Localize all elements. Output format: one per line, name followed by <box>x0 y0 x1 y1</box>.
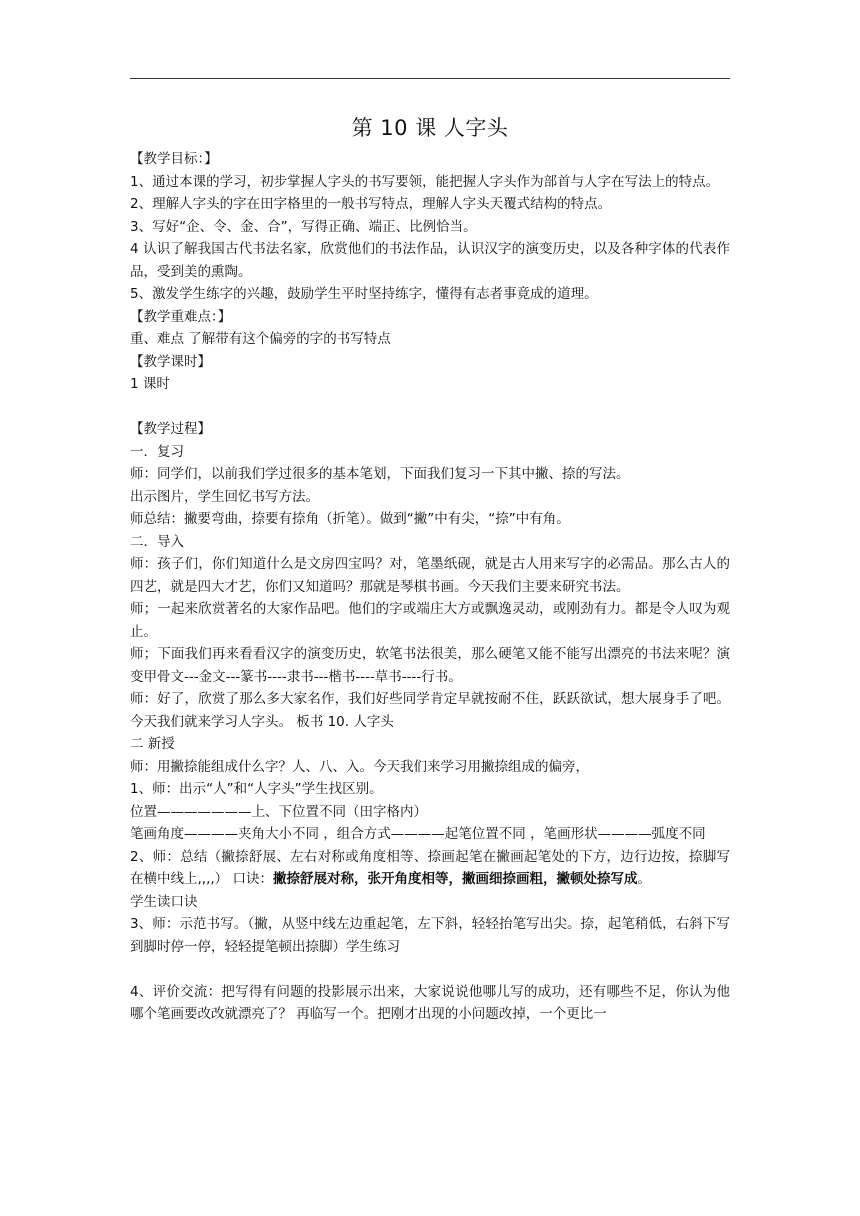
goal-item: 1、通过本课的学习，初步掌握人字头的书写要领，能把握人字头作为部首与人字在写法上的特点。 <box>130 173 720 190</box>
paragraph: 师：用撇捺能组成什么字？人、八、入。今天我们来学习用撇捺组成的偏旁， <box>130 758 589 775</box>
paragraph: 师：孩子们，你们知道什么是文房四宝吗？对，笔墨纸砚，就是古人用来写字的必需品。那么古人的四艺，就是四大才艺，你们又知道吗？那就是琴棋书画。今天我们主要来研究书法。 <box>130 556 730 595</box>
paragraph: 师；下面我们再来看看汉字的演变历史，软笔书法很美，那么硬笔又能不能写出漂亮的书法来呢？演变甲骨文---金文---篆书----隶书---楷书----草书----行书。 <box>130 646 730 685</box>
paragraph: 师：好了，欣赏了那么多大家名作，我们好些同学肯定早就按耐不住，跃跃欲试，想大展身手了吧。今天我们就来学习人字头。 板书 10. 人字头 <box>130 691 730 730</box>
summary-paragraph <box>130 846 730 891</box>
paragraph: 4、评价交流：把写得有问题的投影展示出来，大家说说他哪儿写的成功，还有哪些不足，你认为他哪个笔画要改改就漂亮了？ 再临写一个。把刚才出现的小问题改掉，一个更比一 <box>130 983 730 1022</box>
blank-line <box>130 396 730 419</box>
header-rule <box>130 78 730 79</box>
periods-text: 1 课时 <box>130 376 170 392</box>
section-heading-key-points: 【教学重难点：】 <box>130 308 232 325</box>
step-heading-new-lesson: 二 新授 <box>130 736 175 752</box>
goal-item: 4 认识了解我国古代书法名家，欣赏他们的书法作品，认识汉字的演变历史，以及各种字体的代表作品，受到美的熏陶。 <box>130 241 730 280</box>
paragraph: 位置———————上、下位置不同（田字格内） <box>130 803 427 820</box>
paragraph: 学生读口诀 <box>130 893 198 910</box>
lesson-title: 第 10 课 人字头 <box>351 116 509 140</box>
paragraph: 出示图片，学生回忆书写方法。 <box>130 488 319 505</box>
section-heading-process: 【教学过程】 <box>130 421 211 437</box>
summary-end: 。 <box>637 871 651 887</box>
summary-text: 2、师：总结（撇捺舒展、左右对称或角度相等、捺画起笔在撇画起笔处的下方，边行边按，捺脚写在横中线上,,,,） 口诀： <box>130 848 730 887</box>
paragraph: 师总结：撇要弯曲，捺要有捺角（折笔）。做到“撇”中有尖，“捺”中有角。 <box>130 511 570 527</box>
section-heading-goals: 【教学目标：】 <box>130 151 218 167</box>
paragraph: 笔画角度————夹角大小不同 ，组合方式————起笔位置不同 ，笔画形状————弧度不同 <box>130 826 706 842</box>
mnemonic-text: 撇捺舒展对称，张开角度相等，撇画细捺画粗，撇顿处捺写成 <box>272 871 638 887</box>
paragraph: 师：同学们，以前我们学过很多的基本笔划，下面我们复习一下其中撇、捺的写法。 <box>130 466 630 482</box>
section-heading-periods: 【教学课时】 <box>130 353 211 370</box>
step-heading-intro: 二．导入 <box>130 533 184 550</box>
goal-item: 3、写好“企、令、金、合”，写得正确、端正、比例恰当。 <box>130 218 477 235</box>
paragraph: 3、师：示范书写。（撇，从竖中线左边重起笔，左下斜，轻轻抬笔写出尖。捺，起笔稍低，右斜下写到脚时停一停，轻轻提笔顿出捺脚）学生练习 <box>130 916 730 955</box>
blank-line <box>130 958 730 981</box>
goal-item: 5、激发学生练字的兴趣，鼓励学生平时坚持练字，懂得有志者事竟成的道理。 <box>130 286 598 302</box>
key-points-text: 重、难点 了解带有这个偏旁的字的书写特点 <box>130 331 391 347</box>
step-heading-review: 一．复习 <box>130 443 184 460</box>
goal-item: 2、理解人字头的字在田字格里的一般书写特点，理解人字头天覆式结构的特点。 <box>130 196 612 212</box>
paragraph: 1、师：出示“人”和“人字头”学生找区别。 <box>130 781 383 797</box>
paragraph: 师；一起来欣赏著名的大家作品吧。他们的字或端庄大方或飘逸灵动，或刚劲有力。都是令人叹为观止。 <box>130 601 730 640</box>
document-body <box>130 148 730 1026</box>
